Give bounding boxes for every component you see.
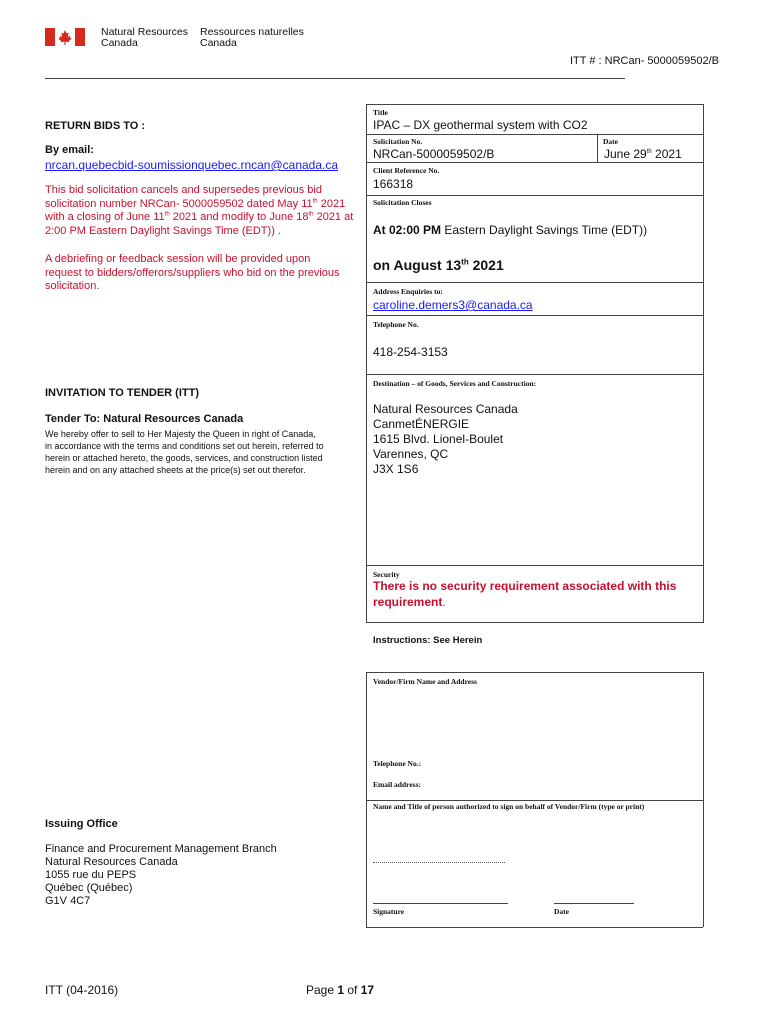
maple-leaf-icon <box>45 28 85 46</box>
vendor-telephone-label: Telephone No.: <box>373 759 422 768</box>
offer-text: We hereby offer to sell to Her Majesty the Queen in right of Canada, in accordance with the terms and conditions set out herein, referred to herein or attached hereto, the goods, services, and construction listed herein and on any attached sheets at the price(s) set out therefor. <box>45 429 324 475</box>
destination-address: Natural Resources Canada CanmetÉNERGIE 1615 Blvd. Lionel-Boulet Varennes, QC J3X 1S6 <box>373 402 518 476</box>
instructions-text: Instructions: See Herein <box>373 635 483 646</box>
vendor-label: Vendor/Firm Name and Address <box>373 677 477 686</box>
security-text: There is no security requirement associated with this requirement. <box>373 579 677 609</box>
department-name-en: Natural Resources Canada <box>101 26 188 49</box>
destination-label: Destination – of Goods, Services and Construction: <box>373 379 537 388</box>
telephone-value: 418-254-3153 <box>373 345 448 359</box>
vendor-email-label: Email address: <box>373 780 421 789</box>
solicitation-no-value: NRCan-5000059502/B <box>373 147 495 161</box>
form-id: ITT (04-2016) <box>45 983 119 997</box>
signature-line[interactable] <box>373 903 508 904</box>
page-number: Page 1 of 17 <box>306 983 375 997</box>
client-ref-value: 166318 <box>373 177 414 191</box>
telephone-label: Telephone No. <box>373 320 419 329</box>
date-value: June 29th 2021 <box>604 147 682 161</box>
date-label: Date <box>603 137 618 146</box>
authorized-signer-label: Name and Title of person authorized to sign on behalf of Vendor/Firm (type or print) <box>373 802 645 811</box>
issuing-office-heading: Issuing Office <box>45 818 118 830</box>
debrief-notice: A debriefing or feedback session will be provided upon request to bidders/offerors/suppliers who bid on the previous solicitation. <box>45 253 340 292</box>
solicitation-no-label: Solicitation No. <box>373 137 423 146</box>
bid-email-link[interactable]: nrcan.quebecbid-soumissionquebec.rncan@canada.ca <box>45 158 339 172</box>
signature-label: Signature <box>373 907 405 916</box>
sign-date-label: Date <box>554 907 569 916</box>
header-rule <box>45 78 625 79</box>
client-ref-label: Client Reference No. <box>373 166 440 175</box>
title-value: IPAC – DX geothermal system with CO2 <box>373 118 588 132</box>
name-entry-line[interactable] <box>373 862 505 863</box>
return-bids-heading: RETURN BIDS TO : <box>45 120 146 132</box>
closes-time: At 02:00 PM Eastern Daylight Savings Time (EDT)) <box>373 223 648 237</box>
enquiries-label: Address Enquiries to: <box>373 287 443 296</box>
cancel-notice: This bid solicitation cancels and supersedes previous bid solicitation number NRCan- 5000059502 dated May 11th 2021 with a closing of June 11th 2021 and modify to June 18th 2021 at 2:00 PM Eastern Daylight Savings Time (EDT)) . <box>45 184 354 237</box>
by-email-label: By email: <box>45 144 94 156</box>
title-label: Title <box>373 108 388 117</box>
department-name-fr: Ressources naturelles Canada <box>200 26 304 49</box>
enquiries-email-link[interactable]: caroline.demers3@canada.ca <box>373 298 533 312</box>
itt-reference: ITT # : NRCan- 5000059502/B <box>570 55 719 67</box>
sign-date-line[interactable] <box>554 903 634 904</box>
closes-date: on August 13th 2021 <box>373 257 504 273</box>
security-label: Security <box>373 570 400 579</box>
tender-to: Tender To: Natural Resources Canada <box>45 413 244 425</box>
closes-label: Solicitation Closes <box>373 198 432 207</box>
issuing-office-address: Finance and Procurement Management Branch Natural Resources Canada 1055 rue du PEPS Québec (Québec) G1V 4C7 <box>45 843 277 907</box>
canada-flag-logo <box>45 28 85 46</box>
itt-heading: INVITATION TO TENDER (ITT) <box>45 387 199 399</box>
